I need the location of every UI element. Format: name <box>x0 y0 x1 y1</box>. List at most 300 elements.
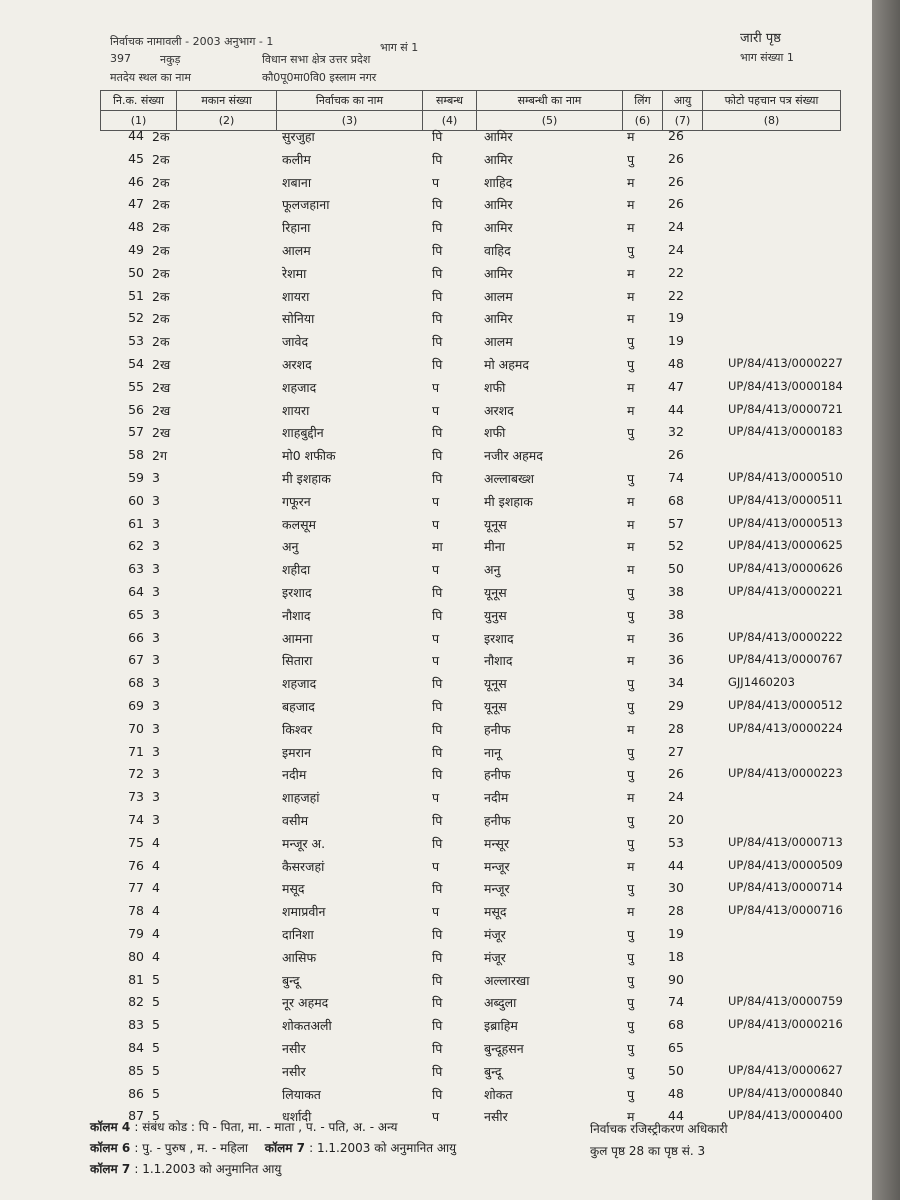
voter-name: शाहबुद्दीन <box>282 425 324 441</box>
footer-col6-label: कॉलम 6 <box>90 1141 131 1155</box>
age: 36 <box>668 652 684 668</box>
gender: म <box>627 630 635 646</box>
serial-number: 85 <box>128 1062 144 1078</box>
serial-number: 62 <box>128 538 144 554</box>
gender: म <box>627 265 635 281</box>
voter-name: शबाना <box>282 174 312 190</box>
age: 44 <box>668 857 684 873</box>
relative-name: आमिर <box>484 197 513 213</box>
voter-name: मसूद <box>282 881 305 897</box>
voter-name: सोनिया <box>282 311 315 327</box>
house-number: 4 <box>152 857 160 873</box>
house-number: 3 <box>152 515 160 531</box>
age: 65 <box>668 1040 684 1055</box>
table-row <box>0 1040 872 1062</box>
relative-name: मी इशहाक <box>484 493 533 509</box>
relation-code: पि <box>432 1018 443 1034</box>
footer-col7-label-a: कॉलम 7 <box>264 1141 305 1155</box>
relative-name: अल्लाबख्श <box>484 471 535 486</box>
serial-number: 60 <box>128 492 144 508</box>
serial-number: 73 <box>128 789 144 805</box>
table-row <box>0 333 872 355</box>
table-row <box>0 880 872 902</box>
section-label: भाग सं 1 <box>380 41 419 54</box>
house-number: 2क <box>152 151 170 167</box>
house-number: 4 <box>152 926 160 941</box>
house-number: 2क <box>152 288 170 304</box>
relative-name: आमिर <box>484 220 513 236</box>
serial-number: 49 <box>128 242 144 257</box>
photo-id: UP/84/413/0000223 <box>728 766 843 781</box>
serial-number: 59 <box>128 470 144 485</box>
footer-col7-text-a: : 1.1.2003 को अनुमानित आयु <box>309 1141 457 1155</box>
table-row <box>0 584 872 606</box>
gender: पु <box>627 767 635 783</box>
relation-code: पि <box>432 995 443 1011</box>
gender: पु <box>627 243 635 258</box>
gender: पु <box>627 151 635 167</box>
table-row <box>0 835 872 857</box>
voter-name: कलीम <box>282 151 311 167</box>
table-row <box>0 1063 872 1085</box>
table-row <box>0 675 872 697</box>
relation-code: प <box>432 402 440 418</box>
table-row <box>0 698 872 720</box>
relation-code: पि <box>432 220 443 236</box>
serial-number: 81 <box>128 971 144 987</box>
column-header-table <box>100 90 841 131</box>
relative-name: आमिर <box>484 129 513 144</box>
relative-name: शफी <box>484 379 506 395</box>
age: 47 <box>668 378 684 394</box>
age: 30 <box>668 880 684 896</box>
serial-number: 84 <box>128 1040 144 1055</box>
age: 68 <box>668 1017 684 1033</box>
table-row <box>0 447 872 469</box>
polling-station-label: मतदेय स्थल का नाम <box>110 71 191 84</box>
house-number: 2ख <box>152 425 171 441</box>
voter-name: जावेद <box>282 334 309 350</box>
gender: पु <box>627 1041 635 1056</box>
voter-name: मी इशहाक <box>282 471 331 486</box>
footer-col6-text: : पु. - पुरुष , म. - महिला <box>134 1141 249 1155</box>
gender: म <box>627 379 635 395</box>
serial-number: 83 <box>128 1017 144 1033</box>
relation-code: प <box>432 516 440 532</box>
serial-number: 76 <box>128 857 144 873</box>
photo-id: UP/84/413/0000509 <box>728 857 843 872</box>
gender: म <box>627 904 635 920</box>
table-row <box>0 516 872 538</box>
age: 53 <box>668 834 684 850</box>
relative-name: मन्जूर <box>484 858 510 874</box>
footer-line-1 <box>90 1118 398 1135</box>
relation-code: पि <box>432 881 443 897</box>
polling-station-name: कौ0पू0मा0वि0 इस्लाम नगर <box>262 71 377 84</box>
gender: म <box>627 288 635 304</box>
age: 36 <box>668 629 684 645</box>
gender: पु <box>627 835 635 851</box>
gender: म <box>627 790 635 806</box>
relation-code: पि <box>432 151 443 167</box>
house-number: 3 <box>152 766 160 782</box>
relation-code: पि <box>432 448 443 464</box>
col-header-serial: नि.क. संख्या <box>101 91 177 111</box>
serial-number: 74 <box>128 812 144 827</box>
serial-number: 65 <box>128 606 144 622</box>
serial-number: 52 <box>128 310 144 326</box>
col-number-3: (3) <box>277 111 423 131</box>
gender: म <box>627 721 635 737</box>
table-row <box>0 402 872 424</box>
relation-code: प <box>432 904 440 920</box>
photo-id: UP/84/413/0000714 <box>728 880 843 895</box>
voter-name: रेशमा <box>282 265 307 281</box>
age: 38 <box>668 606 684 622</box>
table-row <box>0 196 872 218</box>
relation-code: प <box>432 653 440 669</box>
photo-id: UP/84/413/0000400 <box>728 1108 843 1123</box>
age: 20 <box>668 812 684 827</box>
serial-number: 46 <box>128 173 144 189</box>
house-number: 2क <box>152 265 170 281</box>
serial-number: 66 <box>128 629 144 645</box>
serial-number: 54 <box>128 356 144 371</box>
relation-code: प <box>432 562 440 578</box>
photo-id: UP/84/413/0000627 <box>728 1062 843 1077</box>
house-number: 3 <box>152 743 160 759</box>
house-number: 2क <box>152 311 170 327</box>
voter-name: नौशाद <box>282 607 311 623</box>
relation-code: पि <box>432 357 443 372</box>
relative-name: अनु <box>484 562 501 578</box>
serial-number: 75 <box>128 834 144 850</box>
voter-name: इरशाद <box>282 585 312 600</box>
voter-name: किश्वर <box>282 721 313 737</box>
voter-name: नदीम <box>282 767 307 783</box>
age: 27 <box>668 743 684 759</box>
footer-col7-label: कॉलम 7 <box>90 1162 131 1176</box>
relative-name: वाहिद <box>484 243 511 258</box>
table-row <box>0 994 872 1016</box>
photo-id: UP/84/413/0000626 <box>728 561 843 576</box>
relative-name: हनीफ <box>484 767 511 783</box>
house-number: 3 <box>152 675 160 691</box>
table-row <box>0 949 872 971</box>
table-row <box>0 356 872 378</box>
photo-id: UP/84/413/0000216 <box>728 1017 843 1032</box>
table-row <box>0 128 872 150</box>
voter-name: रिहाना <box>282 220 311 236</box>
col-number-6: (6) <box>623 111 663 131</box>
relation-code: पि <box>432 767 443 783</box>
age: 74 <box>668 994 684 1010</box>
voter-name: गफूरन <box>282 493 311 509</box>
relation-code: प <box>432 379 440 395</box>
relative-name: बुन्दूहसन <box>484 1041 524 1056</box>
officer-label: निर्वाचक रजिस्ट्रीकरण अधिकारी <box>590 1122 728 1136</box>
col-number-8: (8) <box>703 111 841 131</box>
gender: म <box>627 653 635 669</box>
serial-number: 57 <box>128 424 144 440</box>
age: 28 <box>668 903 684 919</box>
age: 26 <box>668 196 684 212</box>
photo-id: UP/84/413/0000224 <box>728 720 843 735</box>
relative-name: नदीम <box>484 790 509 806</box>
age: 44 <box>668 401 684 417</box>
relative-name: यूनूस <box>484 516 507 532</box>
relation-code: पि <box>432 243 443 258</box>
table-row <box>0 470 872 492</box>
relative-name: आलम <box>484 334 513 350</box>
col-header-gender: लिंग <box>623 91 663 111</box>
house-number: 3 <box>152 812 160 827</box>
photo-id: UP/84/413/0000840 <box>728 1085 843 1100</box>
photo-id: UP/84/413/0000510 <box>728 470 843 484</box>
relative-name: मंजूर <box>484 949 506 965</box>
relation-code: पि <box>432 813 443 828</box>
relation-code: पि <box>432 949 443 965</box>
voter-name: शहजाद <box>282 676 317 692</box>
serial-number: 69 <box>128 698 144 713</box>
constituency-number: 397 <box>110 52 131 65</box>
relative-name: मो अहमद <box>484 357 529 372</box>
gender: म <box>627 197 635 213</box>
relative-name: हनीफ <box>484 813 511 828</box>
relation-code: प <box>432 174 440 190</box>
col-number-1: (1) <box>101 111 177 131</box>
footer-col7-text: : 1.1.2003 को अनुमानित आयु <box>134 1162 282 1176</box>
gender: पु <box>627 813 635 828</box>
relative-name: मसूद <box>484 904 507 920</box>
col-number-7: (7) <box>663 111 703 131</box>
serial-number: 71 <box>128 743 144 759</box>
table-row <box>0 858 872 880</box>
voter-name: नसीर <box>282 1063 306 1079</box>
serial-number: 51 <box>128 287 144 303</box>
voter-name: अरशद <box>282 357 312 372</box>
relative-name: मन्सूर <box>484 835 510 851</box>
house-number: 3 <box>152 584 160 599</box>
photo-id: UP/84/413/0000183 <box>728 424 843 439</box>
voter-name: शोकतअली <box>282 1018 332 1034</box>
house-number: 3 <box>152 492 160 508</box>
age: 32 <box>668 424 684 440</box>
gender: पु <box>627 972 635 988</box>
gender: म <box>627 493 635 509</box>
house-number: 5 <box>152 994 160 1010</box>
serial-number: 67 <box>128 652 144 668</box>
photo-id: UP/84/413/0000221 <box>728 584 843 598</box>
voter-name: लियाकत <box>282 1086 321 1102</box>
relation-code: पि <box>432 197 443 213</box>
age: 29 <box>668 698 684 713</box>
relation-code: मा <box>432 539 443 555</box>
col-header-name: निर्वाचक का नाम <box>277 91 423 111</box>
relation-code: प <box>432 790 440 806</box>
serial-number: 47 <box>128 196 144 212</box>
footer-line-2 <box>90 1139 456 1156</box>
relation-code: पि <box>432 972 443 988</box>
page-part-label: भाग संख्या 1 <box>740 51 794 64</box>
relative-name: आमिर <box>484 151 513 167</box>
voter-name: कैसरजहां <box>282 858 325 874</box>
house-number: 5 <box>152 1017 160 1033</box>
table-row <box>0 561 872 583</box>
house-number: 4 <box>152 880 160 896</box>
page-count: कुल पृष्ठ 28 का पृष्ठ सं. 3 <box>590 1144 706 1158</box>
serial-number: 61 <box>128 515 144 531</box>
serial-number: 78 <box>128 903 144 919</box>
voter-name: बुन्दू <box>282 972 300 988</box>
table-row <box>0 174 872 196</box>
age: 90 <box>668 971 684 987</box>
gender: म <box>627 539 635 555</box>
voter-name: मो0 शफीक <box>282 448 336 464</box>
serial-number: 58 <box>128 447 144 463</box>
table-row <box>0 288 872 310</box>
photo-id: UP/84/413/0000716 <box>728 903 843 918</box>
age: 57 <box>668 515 684 531</box>
voter-name: नसीर <box>282 1041 306 1056</box>
serial-number: 72 <box>128 766 144 782</box>
house-number: 2क <box>152 129 170 144</box>
table-row <box>0 766 872 788</box>
gender: पु <box>627 1018 635 1034</box>
relation-code: पि <box>432 699 443 714</box>
photo-id: UP/84/413/0000625 <box>728 538 843 553</box>
age: 26 <box>668 173 684 189</box>
relative-name: अल्लारखा <box>484 972 530 988</box>
house-number: 4 <box>152 903 160 919</box>
gender: पु <box>627 949 635 965</box>
house-number: 2क <box>152 334 170 350</box>
age: 34 <box>668 675 684 691</box>
relation-code: पि <box>432 334 443 350</box>
voter-name: शाहजहां <box>282 790 320 806</box>
gender: पु <box>627 744 635 760</box>
relative-name: मीना <box>484 539 505 555</box>
table-row <box>0 812 872 834</box>
gender: पु <box>627 471 635 486</box>
house-number: 3 <box>152 698 160 713</box>
voter-name: सितारा <box>282 653 313 669</box>
voter-name: धर्शादी <box>282 1109 312 1125</box>
photo-id: UP/84/413/0000512 <box>728 698 843 712</box>
relative-name: नजीर अहमद <box>484 448 543 464</box>
voter-name: कलसूम <box>282 516 317 532</box>
col-header-age: आयु <box>663 91 703 111</box>
gender: म <box>627 220 635 236</box>
gender: पु <box>627 1086 635 1102</box>
serial-number: 70 <box>128 720 144 736</box>
table-row <box>0 493 872 515</box>
age: 28 <box>668 720 684 736</box>
photo-id: UP/84/413/0000767 <box>728 652 843 667</box>
serial-number: 45 <box>128 150 144 166</box>
age: 26 <box>668 766 684 782</box>
scan-edge <box>872 0 900 1200</box>
relative-name: अरशद <box>484 402 514 418</box>
table-row <box>0 789 872 811</box>
relative-name: यूनूस <box>484 585 507 600</box>
footer-col4-text: : संबंध कोड : पि - पिता, मा. - माता , प. - पति, अ. - अन्य <box>134 1120 398 1134</box>
age: 19 <box>668 333 684 349</box>
age: 24 <box>668 242 684 257</box>
table-row <box>0 1086 872 1108</box>
house-number: 3 <box>152 629 160 645</box>
age: 19 <box>668 926 684 941</box>
footer-line-3 <box>90 1160 281 1177</box>
col-header-relation: सम्बन्ध <box>423 91 477 111</box>
relation-code: पि <box>432 607 443 623</box>
serial-number: 64 <box>128 584 144 599</box>
serial-number: 44 <box>128 128 144 143</box>
house-number: 5 <box>152 971 160 987</box>
house-number: 3 <box>152 538 160 554</box>
relative-name: अब्दुला <box>484 995 517 1011</box>
age: 48 <box>668 1085 684 1101</box>
gender: म <box>627 129 635 144</box>
house-number: 3 <box>152 470 160 485</box>
col-number-5: (5) <box>477 111 623 131</box>
assembly-label: विधान सभा क्षेत्र उत्तर प्रदेश <box>262 53 371 66</box>
house-number: 5 <box>152 1085 160 1101</box>
col-header-house: मकान संख्या <box>177 91 277 111</box>
serial-number: 55 <box>128 378 144 394</box>
voter-name: आमना <box>282 630 313 646</box>
relation-code: पि <box>432 471 443 486</box>
voter-name: शहीदा <box>282 562 311 578</box>
relation-code: पि <box>432 927 443 942</box>
relative-name: नौशाद <box>484 653 513 669</box>
voter-name: शायरा <box>282 402 310 418</box>
voter-name: वसीम <box>282 813 309 828</box>
age: 26 <box>668 150 684 166</box>
age: 24 <box>668 789 684 805</box>
relative-name: युनुस <box>484 607 507 623</box>
house-number: 3 <box>152 561 160 577</box>
house-number: 5 <box>152 1040 160 1055</box>
gender: म <box>627 516 635 532</box>
serial-number: 87 <box>128 1108 144 1124</box>
age: 38 <box>668 584 684 599</box>
gender: पु <box>627 1063 635 1079</box>
relative-name: नसीर <box>484 1109 508 1125</box>
continued-label: जारी पृष्ठ <box>740 31 781 46</box>
serial-number: 79 <box>128 926 144 941</box>
voter-name: आसिफ <box>282 949 317 965</box>
photo-id: UP/84/413/0000513 <box>728 515 843 530</box>
house-number: 2क <box>152 174 170 190</box>
relative-name: शोकत <box>484 1086 513 1102</box>
voter-name: बहजाद <box>282 699 315 714</box>
table-row <box>0 721 872 743</box>
relative-name: इब्राहिम <box>484 1018 518 1034</box>
relation-code: पि <box>432 425 443 441</box>
house-number: 3 <box>152 606 160 622</box>
relation-code: पि <box>432 585 443 600</box>
gender: पु <box>627 607 635 623</box>
house-number: 2ख <box>152 357 171 372</box>
age: 50 <box>668 561 684 577</box>
photo-id: UP/84/413/0000227 <box>728 356 843 370</box>
serial-number: 77 <box>128 880 144 896</box>
photo-id: UP/84/413/0000222 <box>728 629 843 644</box>
gender: म <box>627 858 635 874</box>
col-number-4: (4) <box>423 111 477 131</box>
gender: म <box>627 1109 635 1125</box>
